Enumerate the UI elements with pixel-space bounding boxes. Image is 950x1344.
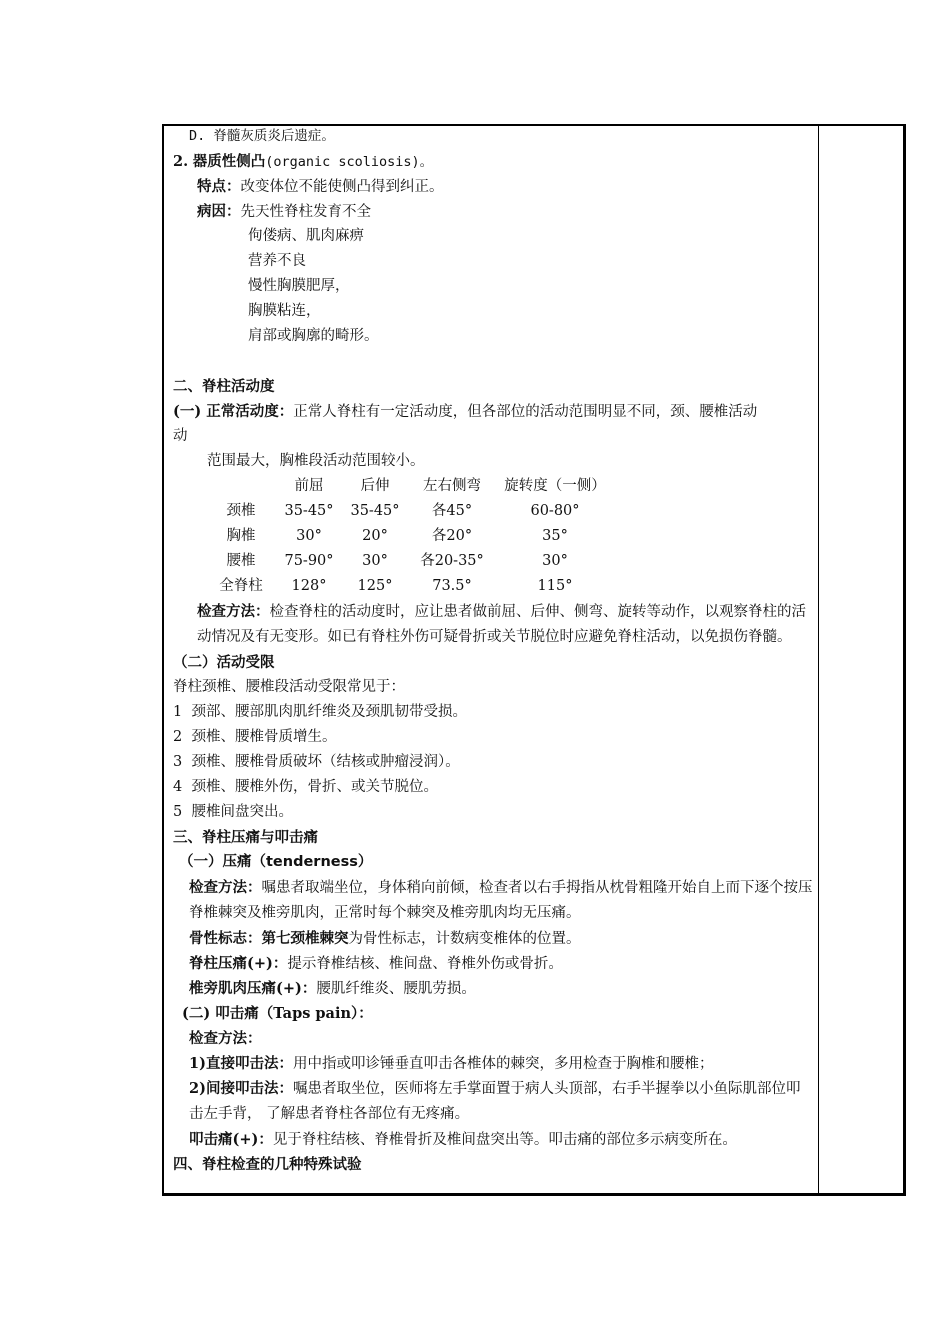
table-cell: 20° xyxy=(362,528,388,544)
normal-range-label: (一) 正常活动度： xyxy=(173,403,294,420)
tap-positive-line xyxy=(173,1127,813,1152)
range-table-row xyxy=(173,499,813,524)
normal-range-overflow: 动 xyxy=(173,428,188,444)
indirect-tap-text: 嘱患者取坐位，医师将左手掌面置于病人头顶部，右手半握拳以小鱼际肌部位叩击左手背， 了解患者脊柱各部位有无疼痛。 xyxy=(189,1081,801,1122)
limits-subheading: （二）活动受限 xyxy=(173,654,275,671)
table-header-cell: 左右侧弯 xyxy=(423,478,481,494)
cause-line xyxy=(173,199,813,224)
limit-text: 颈椎、腰椎骨质增生。 xyxy=(191,729,337,745)
table-header-cell: 旋转度（一侧） xyxy=(504,478,606,494)
cause-item: 佝偻病、肌肉麻痹 xyxy=(248,228,364,244)
table-cell: 60-80° xyxy=(530,503,580,519)
normal-range-cont: 范围最大，胸椎段活动范围较小。 xyxy=(207,453,425,469)
organic-scoliosis-line xyxy=(173,149,813,174)
feature-line xyxy=(173,174,813,199)
section3-heading: 三、脊柱压痛与叩击痛 xyxy=(173,829,318,846)
range-table-row xyxy=(173,549,813,574)
normal-range-text: 正常人脊柱有一定活动度，但各部位的活动范围明显不同，颈、腰椎活动 xyxy=(293,404,758,420)
table-cell: 各45° xyxy=(431,503,473,519)
method-label: 检查方法： xyxy=(197,603,270,620)
cause-text: 先天性脊柱发育不全 xyxy=(240,204,371,220)
table-cell: 颈椎 xyxy=(226,503,256,519)
cause-item: 肩部或胸廓的畸形。 xyxy=(248,328,379,344)
bone-marker-label: 骨性标志： xyxy=(189,930,262,947)
table-cell: 胸椎 xyxy=(226,528,256,544)
limit-text: 颈椎、腰椎外伤，骨折、或关节脱位。 xyxy=(191,779,438,795)
cause-item: 营养不良 xyxy=(248,253,306,269)
limit-text: 颈部、腰部肌肉肌纤维炎及颈肌韧带受损。 xyxy=(191,704,467,720)
bone-marker-line xyxy=(173,926,813,951)
range-method-paragraph xyxy=(173,599,813,650)
feature-text: 改变体位不能使侧凸得到纠正。 xyxy=(240,179,444,195)
bone-marker-bold: 第七颈椎棘突 xyxy=(261,930,349,947)
spine-tenderness-text: 提示脊椎结核、椎间盘、脊椎外伤或骨折。 xyxy=(287,956,563,972)
item-title: 器质性侧凸 xyxy=(192,153,266,170)
table-cell: 各20-35° xyxy=(420,553,484,569)
cause-label: 病因： xyxy=(197,203,241,220)
feature-label: 特点： xyxy=(197,178,241,195)
limit-item xyxy=(173,800,813,825)
table-cell: 115° xyxy=(537,578,573,594)
direct-tap-text: 用中指或叩诊锤垂直叩击各椎体的棘突，多用检查于胸椎和腰椎； xyxy=(292,1056,714,1072)
cause-d-line: D. 脊髓灰质炎后遗症。 xyxy=(189,128,335,144)
direct-tap-label: 1)直接叩击法： xyxy=(189,1055,293,1072)
spine-tenderness-line xyxy=(173,951,813,976)
table-cell: 125° xyxy=(357,578,393,594)
indirect-tap-label: 2)间接叩击法： xyxy=(189,1080,293,1097)
limit-item xyxy=(173,750,813,775)
table-cell: 各20° xyxy=(431,528,473,544)
spacer xyxy=(173,349,813,374)
normal-range-line xyxy=(173,399,813,424)
method-label: 检查方法： xyxy=(189,879,262,896)
document-body xyxy=(173,124,813,1177)
range-table-row xyxy=(173,574,813,599)
tap-positive-label: 叩击痛(+)： xyxy=(189,1131,273,1148)
table-header-cell: 前屈 xyxy=(294,478,324,494)
method-text: 嘱患者取端坐位，身体稍向前倾，检查者以右手拇指从枕骨粗隆开始自上而下逐个按压脊椎棘突及椎旁肌肉，正常时每个棘突及椎旁肌肉均无压痛。 xyxy=(189,880,813,921)
range-table-row xyxy=(173,524,813,549)
tenderness-method-paragraph xyxy=(173,875,813,926)
table-cell: 30° xyxy=(296,528,322,544)
section2-heading: 二、脊柱活动度 xyxy=(173,378,275,395)
table-cell: 35-45° xyxy=(350,503,400,519)
limits-intro: 脊柱颈椎、腰椎段活动受限常见于： xyxy=(173,679,405,695)
limit-number: 2 xyxy=(173,729,183,745)
spine-tenderness-label: 脊柱压痛(+)： xyxy=(189,955,288,972)
taps-method-label: 检查方法： xyxy=(189,1030,262,1047)
limit-item xyxy=(173,775,813,800)
table-cell: 75-90° xyxy=(284,553,334,569)
tenderness-subheading: （一）压痛（tenderness） xyxy=(179,854,373,870)
limit-number: 3 xyxy=(173,754,183,770)
method-text: 检查脊柱的活动度时，应让患者做前屈、后伸、侧弯、旋转等动作，以观察脊柱的活动情况及有无变形。如已有脊柱外伤可疑骨折或关节脱位时应避免脊柱活动，以免损伤脊髓。 xyxy=(197,604,806,645)
table-cell: 30° xyxy=(542,553,568,569)
section4-heading: 四、脊柱检查的几种特殊试验 xyxy=(173,1156,362,1173)
item-number: 2. xyxy=(173,153,189,170)
range-table-header xyxy=(173,474,813,499)
table-header-cell: 后伸 xyxy=(360,478,390,494)
table-cell: 35-45° xyxy=(284,503,334,519)
tap-positive-text: 见于脊柱结核、脊椎骨折及椎间盘突出等。叩击痛的部位多示病变所在。 xyxy=(272,1132,737,1148)
limit-item xyxy=(173,725,813,750)
paraspinal-text: 腰肌纤维炎、腰肌劳损。 xyxy=(316,981,476,997)
limit-item xyxy=(173,700,813,725)
column-divider xyxy=(818,124,819,1196)
indirect-tap-paragraph xyxy=(173,1076,813,1127)
table-cell: 全脊柱 xyxy=(219,578,263,594)
limit-number: 4 xyxy=(173,779,183,795)
paraspinal-tenderness-line xyxy=(173,976,813,1001)
bone-marker-text: 为骨性标志，计数病变椎体的位置。 xyxy=(348,931,581,947)
table-cell: 30° xyxy=(362,553,388,569)
table-cell: 35° xyxy=(542,528,568,544)
direct-tap-line xyxy=(173,1051,813,1076)
cause-item: 慢性胸膜肥厚， xyxy=(248,278,350,294)
cause-item: 胸膜粘连， xyxy=(248,303,321,319)
limit-number: 5 xyxy=(173,804,183,820)
paraspinal-label: 椎旁肌肉压痛(+)： xyxy=(189,980,317,997)
table-cell: 腰椎 xyxy=(226,553,256,569)
item-subtitle: (organic scoliosis)。 xyxy=(265,154,434,170)
limit-text: 颈椎、腰椎骨质破坏（结核或肿瘤浸润）。 xyxy=(191,754,460,770)
taps-subheading: (二) 叩击痛（Taps pain）： xyxy=(182,1005,373,1022)
table-cell: 128° xyxy=(291,578,327,594)
limit-number: 1 xyxy=(173,704,183,720)
limit-text: 腰椎间盘突出。 xyxy=(191,804,293,820)
table-cell: 73.5° xyxy=(432,578,472,594)
